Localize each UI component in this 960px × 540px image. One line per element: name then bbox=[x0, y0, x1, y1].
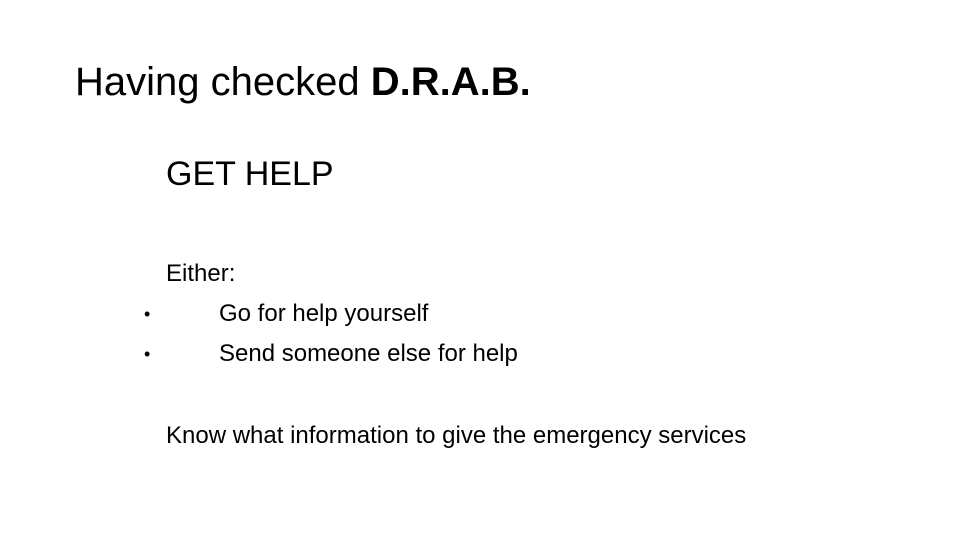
title-prefix: Having checked bbox=[75, 60, 371, 104]
bullet-text: Send someone else for help bbox=[219, 340, 518, 367]
title-acronym: D.R.A.B. bbox=[370, 60, 531, 104]
bullet-marker: • bbox=[144, 344, 151, 364]
bullet-list bbox=[0, 299, 960, 379]
slide-subtitle: GET HELP bbox=[166, 155, 334, 193]
bullet-text: Go for help yourself bbox=[219, 300, 429, 327]
bullet-item bbox=[0, 299, 960, 339]
bullet-item bbox=[0, 339, 960, 379]
slide-title bbox=[75, 58, 531, 106]
bullet-marker: • bbox=[144, 304, 151, 324]
info-text: Know what information to give the emergency services bbox=[166, 422, 747, 449]
lead-text: Either: bbox=[166, 260, 236, 287]
